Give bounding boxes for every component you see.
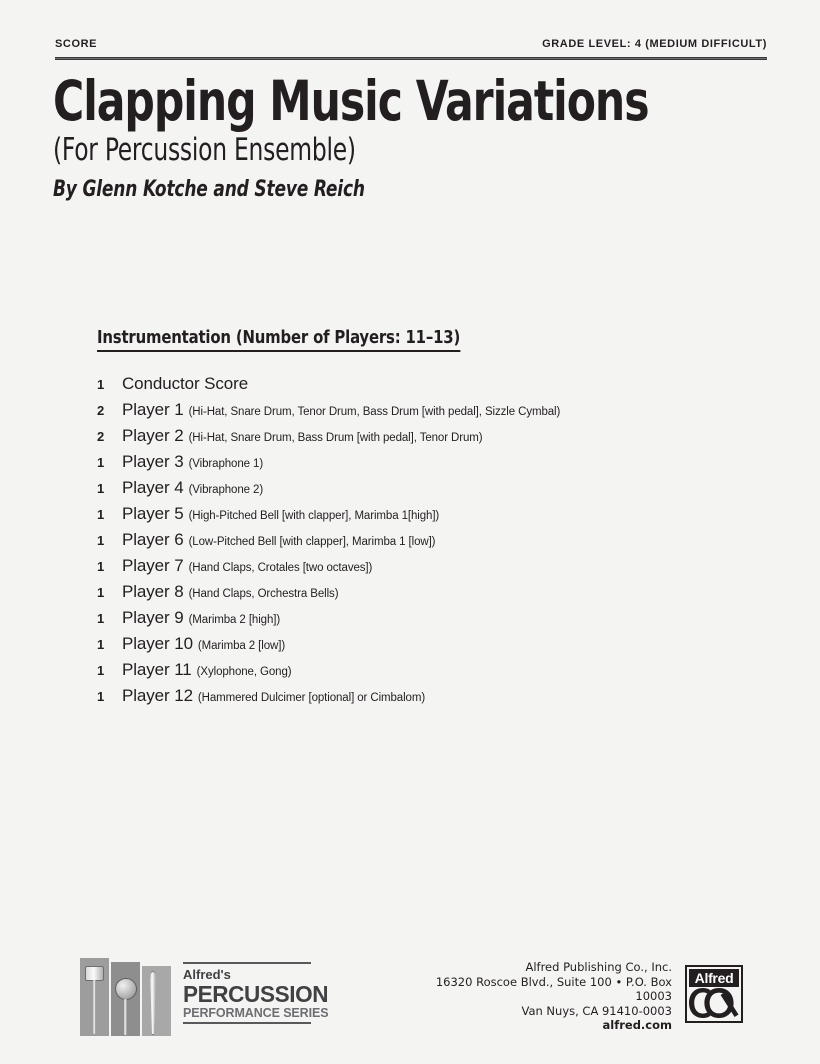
publisher-address-line-2: Van Nuys, CA 91410-0003 — [521, 1003, 672, 1018]
part-quantity: 1 — [97, 481, 105, 496]
logo-panel-3 — [142, 966, 171, 1036]
alfred-wordmark-label: Alfred — [689, 969, 739, 987]
part-quantity: 1 — [97, 377, 105, 392]
part-quantity: 1 — [97, 637, 105, 652]
instrumentation-row — [97, 504, 747, 530]
series-rule-top — [183, 962, 311, 964]
part-instruments: (Hi-Hat, Snare Drum, Bass Drum [with pedal], Tenor Drum) — [188, 432, 483, 444]
part-instruments: (Hammered Dulcimer [optional] or Cimbalom) — [197, 692, 426, 704]
instrumentation-row — [97, 426, 747, 452]
instrumentation-list — [97, 374, 747, 712]
page-header — [55, 38, 767, 50]
part-name: Player 11 — [122, 660, 192, 679]
part-quantity: 1 — [97, 533, 105, 548]
part-quantity: 1 — [97, 507, 105, 522]
part-instruments: (Xylophone, Gong) — [196, 666, 292, 678]
block-mallet-shaft — [93, 980, 96, 1034]
instrumentation-row — [97, 582, 747, 608]
title-block — [53, 69, 753, 203]
part-name: Player 9 — [122, 608, 184, 627]
round-mallet-shaft — [124, 999, 127, 1035]
composer-byline: By Glenn Kotche and Steve Reich — [53, 177, 365, 202]
part-quantity: 1 — [97, 611, 105, 626]
grade-level-label: GRADE LEVEL: 4 (MEDIUM DIFFICULT) — [542, 38, 767, 50]
publisher-website[interactable]: alfred.com — [602, 1018, 672, 1032]
part-name: Player 6 — [122, 530, 184, 549]
series-wordmark — [183, 958, 329, 1024]
publisher-info — [400, 960, 672, 1033]
part-quantity: 1 — [97, 663, 105, 678]
part-name: Player 12 — [122, 686, 193, 705]
page-subtitle: (For Percussion Ensemble) — [53, 132, 356, 168]
part-quantity: 2 — [97, 403, 105, 418]
part-name: Player 5 — [122, 504, 184, 523]
instrumentation-row — [97, 556, 747, 582]
part-name: Player 8 — [122, 582, 184, 601]
score-type-label: SCORE — [55, 38, 98, 50]
part-instruments: (Vibraphone 2) — [188, 484, 264, 496]
instrumentation-row — [97, 400, 747, 426]
part-quantity: 1 — [97, 689, 105, 704]
alfred-brand-logo — [685, 965, 743, 1023]
percussion-series-logo — [80, 958, 329, 1036]
part-name: Player 10 — [122, 634, 193, 653]
part-quantity: 1 — [97, 559, 105, 574]
round-mallet-icon — [115, 978, 137, 1000]
part-instruments: (Hand Claps, Orchestra Bells) — [188, 588, 339, 600]
part-instruments: (Marimba 2 [low]) — [197, 640, 286, 652]
part-name: Player 3 — [122, 452, 184, 471]
block-mallet-icon — [85, 966, 104, 981]
part-instruments: (Hand Claps, Crotales [two octaves]) — [188, 562, 373, 574]
instrumentation-heading: Instrumentation (Number of Players: 11–13) — [97, 327, 460, 352]
part-quantity: 1 — [97, 585, 105, 600]
publisher-address-line-1: 16320 Roscoe Blvd., Suite 100 • P.O. Box 10003 — [435, 974, 672, 1003]
page-title: Clapping Music Variations — [53, 69, 649, 133]
instrumentation-row — [97, 608, 747, 634]
part-name: Player 2 — [122, 426, 184, 445]
publisher-name: Alfred Publishing Co., Inc. — [525, 960, 672, 974]
series-rule-bottom — [183, 1022, 311, 1024]
series-name-label: PERCUSSION — [183, 981, 329, 1007]
part-quantity: 2 — [97, 429, 105, 444]
instrumentation-block — [97, 327, 747, 712]
instrumentation-row — [97, 530, 747, 556]
series-tagline-label: PERFORMANCE SERIES — [183, 1006, 329, 1020]
part-name: Player 1 — [122, 400, 184, 419]
instrumentation-row — [97, 634, 747, 660]
mallets-illustration — [80, 958, 173, 1036]
part-instruments: (Marimba 2 [high]) — [188, 614, 281, 626]
part-instruments: (Vibraphone 1) — [188, 458, 264, 470]
part-name: Conductor Score — [122, 374, 249, 393]
instrumentation-row — [97, 478, 747, 504]
series-owner-label: Alfred's — [183, 967, 231, 982]
instrumentation-row — [97, 452, 747, 478]
instrumentation-row — [97, 660, 747, 686]
part-instruments: (Hi-Hat, Snare Drum, Tenor Drum, Bass Drum [with pedal], Sizzle Cymbal) — [188, 406, 561, 418]
part-instruments: (Low-Pitched Bell [with clapper], Marimba 1 [low]) — [188, 536, 436, 548]
part-quantity: 1 — [97, 455, 105, 470]
part-name: Player 7 — [122, 556, 184, 575]
part-name: Player 4 — [122, 478, 184, 497]
alfred-monogram-icon — [688, 987, 740, 1019]
part-instruments: (High-Pitched Bell [with clapper], Marimba 1[high]) — [188, 510, 440, 522]
instrumentation-row — [97, 374, 747, 400]
header-divider — [55, 57, 767, 60]
instrumentation-row — [97, 686, 747, 712]
